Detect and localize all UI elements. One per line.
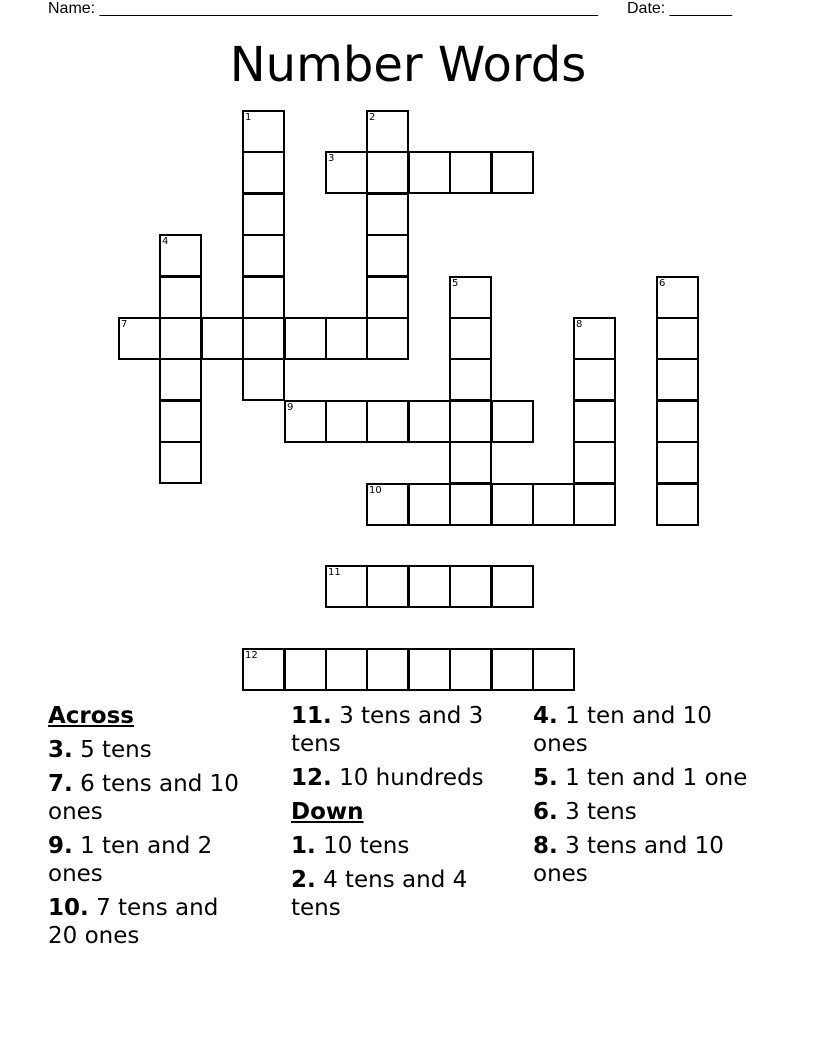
- clue-number: 3.: [48, 737, 73, 763]
- cell-number: 5: [452, 278, 459, 289]
- crossword-cell[interactable]: [242, 110, 285, 153]
- crossword-cell[interactable]: [408, 151, 451, 194]
- clue-text: 1 ten and 1 one: [565, 765, 748, 791]
- page-title: Number Words: [229, 37, 587, 93]
- down-heading: Down: [291, 799, 364, 825]
- crossword-cell[interactable]: [656, 483, 699, 526]
- crossword-cell[interactable]: [449, 276, 492, 319]
- clue-number: 4.: [533, 703, 558, 729]
- crossword-cell[interactable]: [366, 276, 409, 319]
- crossword-cell[interactable]: [366, 193, 409, 236]
- clues-column-2: [291, 702, 516, 928]
- crossword-cell[interactable]: [408, 565, 451, 608]
- crossword-cell[interactable]: [242, 276, 285, 319]
- cell-number: 7: [121, 319, 128, 330]
- crossword-cell[interactable]: [325, 400, 368, 443]
- cell-number: 3: [328, 153, 335, 164]
- cell-number: 11: [328, 567, 341, 578]
- crossword-cell[interactable]: [366, 400, 409, 443]
- clue-down-5: [533, 764, 748, 792]
- crossword-cell[interactable]: [408, 483, 451, 526]
- clue-text: 6 tens and 10 ones: [48, 771, 239, 825]
- clue-down-2: [291, 866, 516, 922]
- crossword-cell[interactable]: [159, 276, 202, 319]
- clue-number: 7.: [48, 771, 73, 797]
- crossword-cell[interactable]: [284, 648, 327, 691]
- clue-number: 6.: [533, 799, 558, 825]
- clue-across-9: [48, 832, 248, 888]
- crossword-cell[interactable]: [491, 400, 534, 443]
- clue-number: 12.: [291, 765, 332, 791]
- crossword-cell[interactable]: [408, 648, 451, 691]
- crossword-cell[interactable]: [573, 441, 616, 484]
- crossword-cell[interactable]: [159, 400, 202, 443]
- crossword-cell[interactable]: [532, 648, 575, 691]
- crossword-cell[interactable]: [242, 193, 285, 236]
- crossword-cell[interactable]: [449, 358, 492, 401]
- crossword-cell[interactable]: [366, 648, 409, 691]
- crossword-cell[interactable]: [118, 317, 161, 360]
- crossword-cell[interactable]: [242, 234, 285, 277]
- clue-number: 5.: [533, 765, 558, 791]
- clue-text: 7 tens and 20 ones: [48, 895, 219, 949]
- crossword-cell[interactable]: [449, 483, 492, 526]
- crossword-cell[interactable]: [201, 317, 244, 360]
- crossword-cell[interactable]: [656, 358, 699, 401]
- crossword-cell[interactable]: [242, 317, 285, 360]
- crossword-cell[interactable]: [656, 441, 699, 484]
- crossword-cell[interactable]: [242, 648, 285, 691]
- clues-column-1: [48, 702, 248, 956]
- clue-text: 3 tens and 3 tens: [291, 703, 484, 757]
- clue-number: 9.: [48, 833, 73, 859]
- clue-text: 10 hundreds: [339, 765, 484, 791]
- crossword-cell[interactable]: [284, 400, 327, 443]
- clue-number: 8.: [533, 833, 558, 859]
- crossword-cell[interactable]: [325, 565, 368, 608]
- cell-number: 2: [369, 112, 376, 123]
- date-field-label[interactable]: Date: _______: [627, 0, 732, 17]
- crossword-cell[interactable]: [449, 317, 492, 360]
- clue-text: 10 tens: [323, 833, 410, 859]
- crossword-cell[interactable]: [284, 317, 327, 360]
- clue-number: 1.: [291, 833, 316, 859]
- crossword-cell[interactable]: [656, 276, 699, 319]
- crossword-cell[interactable]: [159, 441, 202, 484]
- cell-number: 9: [287, 402, 294, 413]
- cell-number: 12: [245, 650, 258, 661]
- cell-number: 10: [369, 485, 382, 496]
- clue-text: 3 tens and 10 ones: [533, 833, 724, 887]
- crossword-cell[interactable]: [325, 317, 368, 360]
- crossword-cell[interactable]: [159, 317, 202, 360]
- clues-column-3: [533, 702, 748, 894]
- name-field-label[interactable]: Name: ________________________________________________________: [48, 0, 598, 17]
- crossword-cell[interactable]: [449, 565, 492, 608]
- crossword-cell[interactable]: [325, 648, 368, 691]
- crossword-cell[interactable]: [573, 358, 616, 401]
- crossword-cell[interactable]: [366, 110, 409, 153]
- crossword-cell[interactable]: [366, 234, 409, 277]
- crossword-cell[interactable]: [325, 151, 368, 194]
- crossword-cell[interactable]: [242, 151, 285, 194]
- crossword-cell[interactable]: [656, 317, 699, 360]
- crossword-cell[interactable]: [242, 358, 285, 401]
- crossword-cell[interactable]: [159, 234, 202, 277]
- crossword-cell[interactable]: [449, 648, 492, 691]
- clue-down-4: [533, 702, 748, 758]
- crossword-cell[interactable]: [573, 400, 616, 443]
- crossword-cell[interactable]: [491, 648, 534, 691]
- clue-down-1: [291, 832, 516, 860]
- crossword-cell[interactable]: [449, 441, 492, 484]
- clue-across-12: [291, 764, 516, 792]
- cell-number: 6: [659, 278, 666, 289]
- crossword-cell[interactable]: [449, 400, 492, 443]
- crossword-cell[interactable]: [573, 317, 616, 360]
- clue-across-10: [48, 894, 248, 950]
- crossword-cell[interactable]: [656, 400, 699, 443]
- crossword-cell[interactable]: [159, 358, 202, 401]
- clue-number: 2.: [291, 867, 316, 893]
- clue-down-6: [533, 798, 748, 826]
- crossword-cell[interactable]: [491, 151, 534, 194]
- cell-number: 8: [576, 319, 583, 330]
- clue-across-3: [48, 736, 248, 764]
- cell-number: 4: [162, 236, 169, 247]
- crossword-cell[interactable]: [366, 317, 409, 360]
- crossword-cell[interactable]: [491, 565, 534, 608]
- crossword-cell[interactable]: [532, 483, 575, 526]
- clue-number: 11.: [291, 703, 332, 729]
- crossword-cell[interactable]: [491, 483, 534, 526]
- clue-across-7: [48, 770, 248, 826]
- clue-text: 1 ten and 2 ones: [48, 833, 213, 887]
- clue-text: 3 tens: [565, 799, 637, 825]
- crossword-cell[interactable]: [366, 565, 409, 608]
- clue-across-11: [291, 702, 516, 758]
- crossword-cell[interactable]: [573, 483, 616, 526]
- crossword-cell[interactable]: [449, 151, 492, 194]
- crossword-cell[interactable]: [366, 483, 409, 526]
- across-heading: Across: [48, 703, 134, 729]
- crossword-cell[interactable]: [408, 400, 451, 443]
- crossword-cell[interactable]: [366, 151, 409, 194]
- cell-number: 1: [245, 112, 252, 123]
- clue-number: 10.: [48, 895, 89, 921]
- clue-down-8: [533, 832, 748, 888]
- clue-text: 5 tens: [80, 737, 152, 763]
- clue-text: 4 tens and 4 tens: [291, 867, 468, 921]
- clue-text: 1 ten and 10 ones: [533, 703, 712, 757]
